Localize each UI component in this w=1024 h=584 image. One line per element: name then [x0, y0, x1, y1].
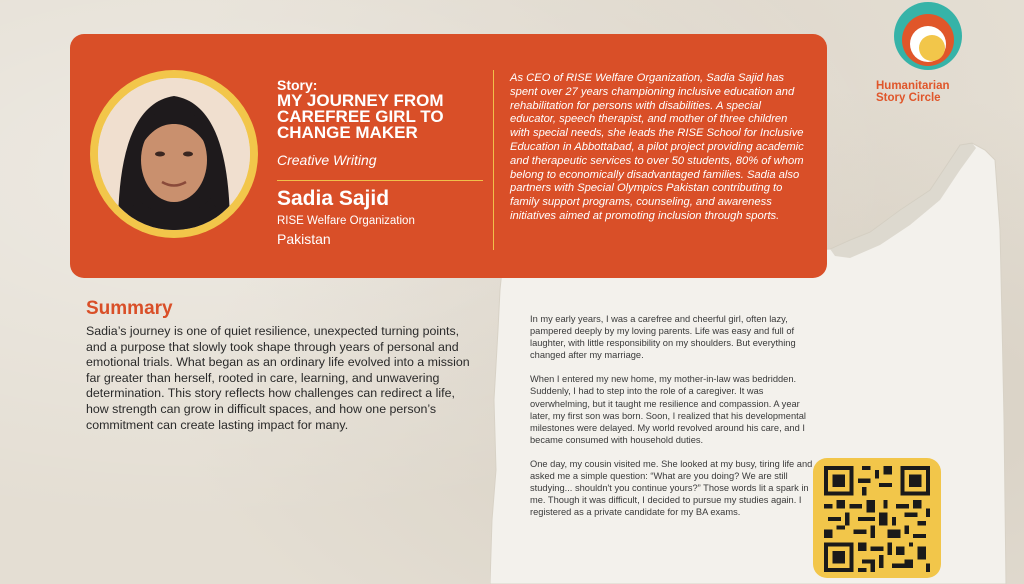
summary-text: Sadia’s journey is one of quiet resilience, unexpected turning points, and a purpose that slowly took shape through years of personal and emotional trials. What began as an ordinary life evolved into a mission far greater than herself, rooted in care, learning, and unwavering determination. This story reflects how challenges can redirect a life, how strength can grow in difficult spaces, and how one person’s commitment can create lasting impact for many. [86, 324, 470, 432]
story-title: MY JOURNEY FROM CAREFREE GIRL TO CHANGE MAKER [277, 91, 444, 142]
story-label: Story: [277, 77, 318, 93]
author-organization: RISE Welfare Organization [277, 215, 415, 227]
story-paragraph-1: In my early years, I was a carefree and cheerful girl, often lazy, pampered deeply by my loving parents. Life was easy and full of laughter, with little responsibility on my shoulders. But everything changed after my marriage. [530, 314, 796, 361]
story-genre: Creative Writing [277, 152, 377, 168]
story-body [530, 313, 820, 530]
summary-heading: Summary [86, 298, 173, 319]
story-paragraph-2: When I entered my new home, my mother-in-law was bedridden. Suddenly, I had to step into the role of a caregiver. It was overwhelming, but it taught me resilience and compassion. A year later, my first son was born. Soon, I realized that his developmental milestones were delayed. My world revolved around his care, and I became consumed with household duties. [530, 374, 806, 445]
header-divider-vertical [493, 70, 494, 250]
author-photo [98, 78, 250, 230]
logo-text [866, 80, 996, 104]
author-bio: As CEO of RISE Welfare Organization, Sadia Sajid has spent over 27 years championing inclusive education and rehabilitation for persons with disabilities. A special educator, speech therapist, and mother of three children with special needs, she leads the RISE School for Inclusive Education in Abbottabad, a pilot project providing academic and therapeutic services to over 50 students, 80% of whom belong to economically disadvantaged families. Sadia also partners with Special Olympics Pakistan contributing to family support programs, counseling, and awareness initiatives aimed at promoting inclusion through sports. [510, 72, 804, 222]
logo-line-2: Story Circle [876, 92, 941, 104]
author-name: Sadia Sajid [277, 187, 390, 210]
author-country: Pakistan [277, 231, 331, 247]
logo-line-1: Humanitarian [876, 80, 950, 92]
author-portrait-icon [98, 78, 250, 230]
header-divider-horizontal [277, 180, 483, 181]
story-paragraph-3: One day, my cousin visited me. She looked at my busy, tiring life and asked me a simple question: “What are you doing? We are still studying... shouldn't you continue yours?” Those words lit a spark in me. Though it was difficult, I decided to pursue my studies again. I registered as a private candidate for my BA exams. [530, 458, 813, 518]
qr-code-icon[interactable] [824, 466, 930, 572]
